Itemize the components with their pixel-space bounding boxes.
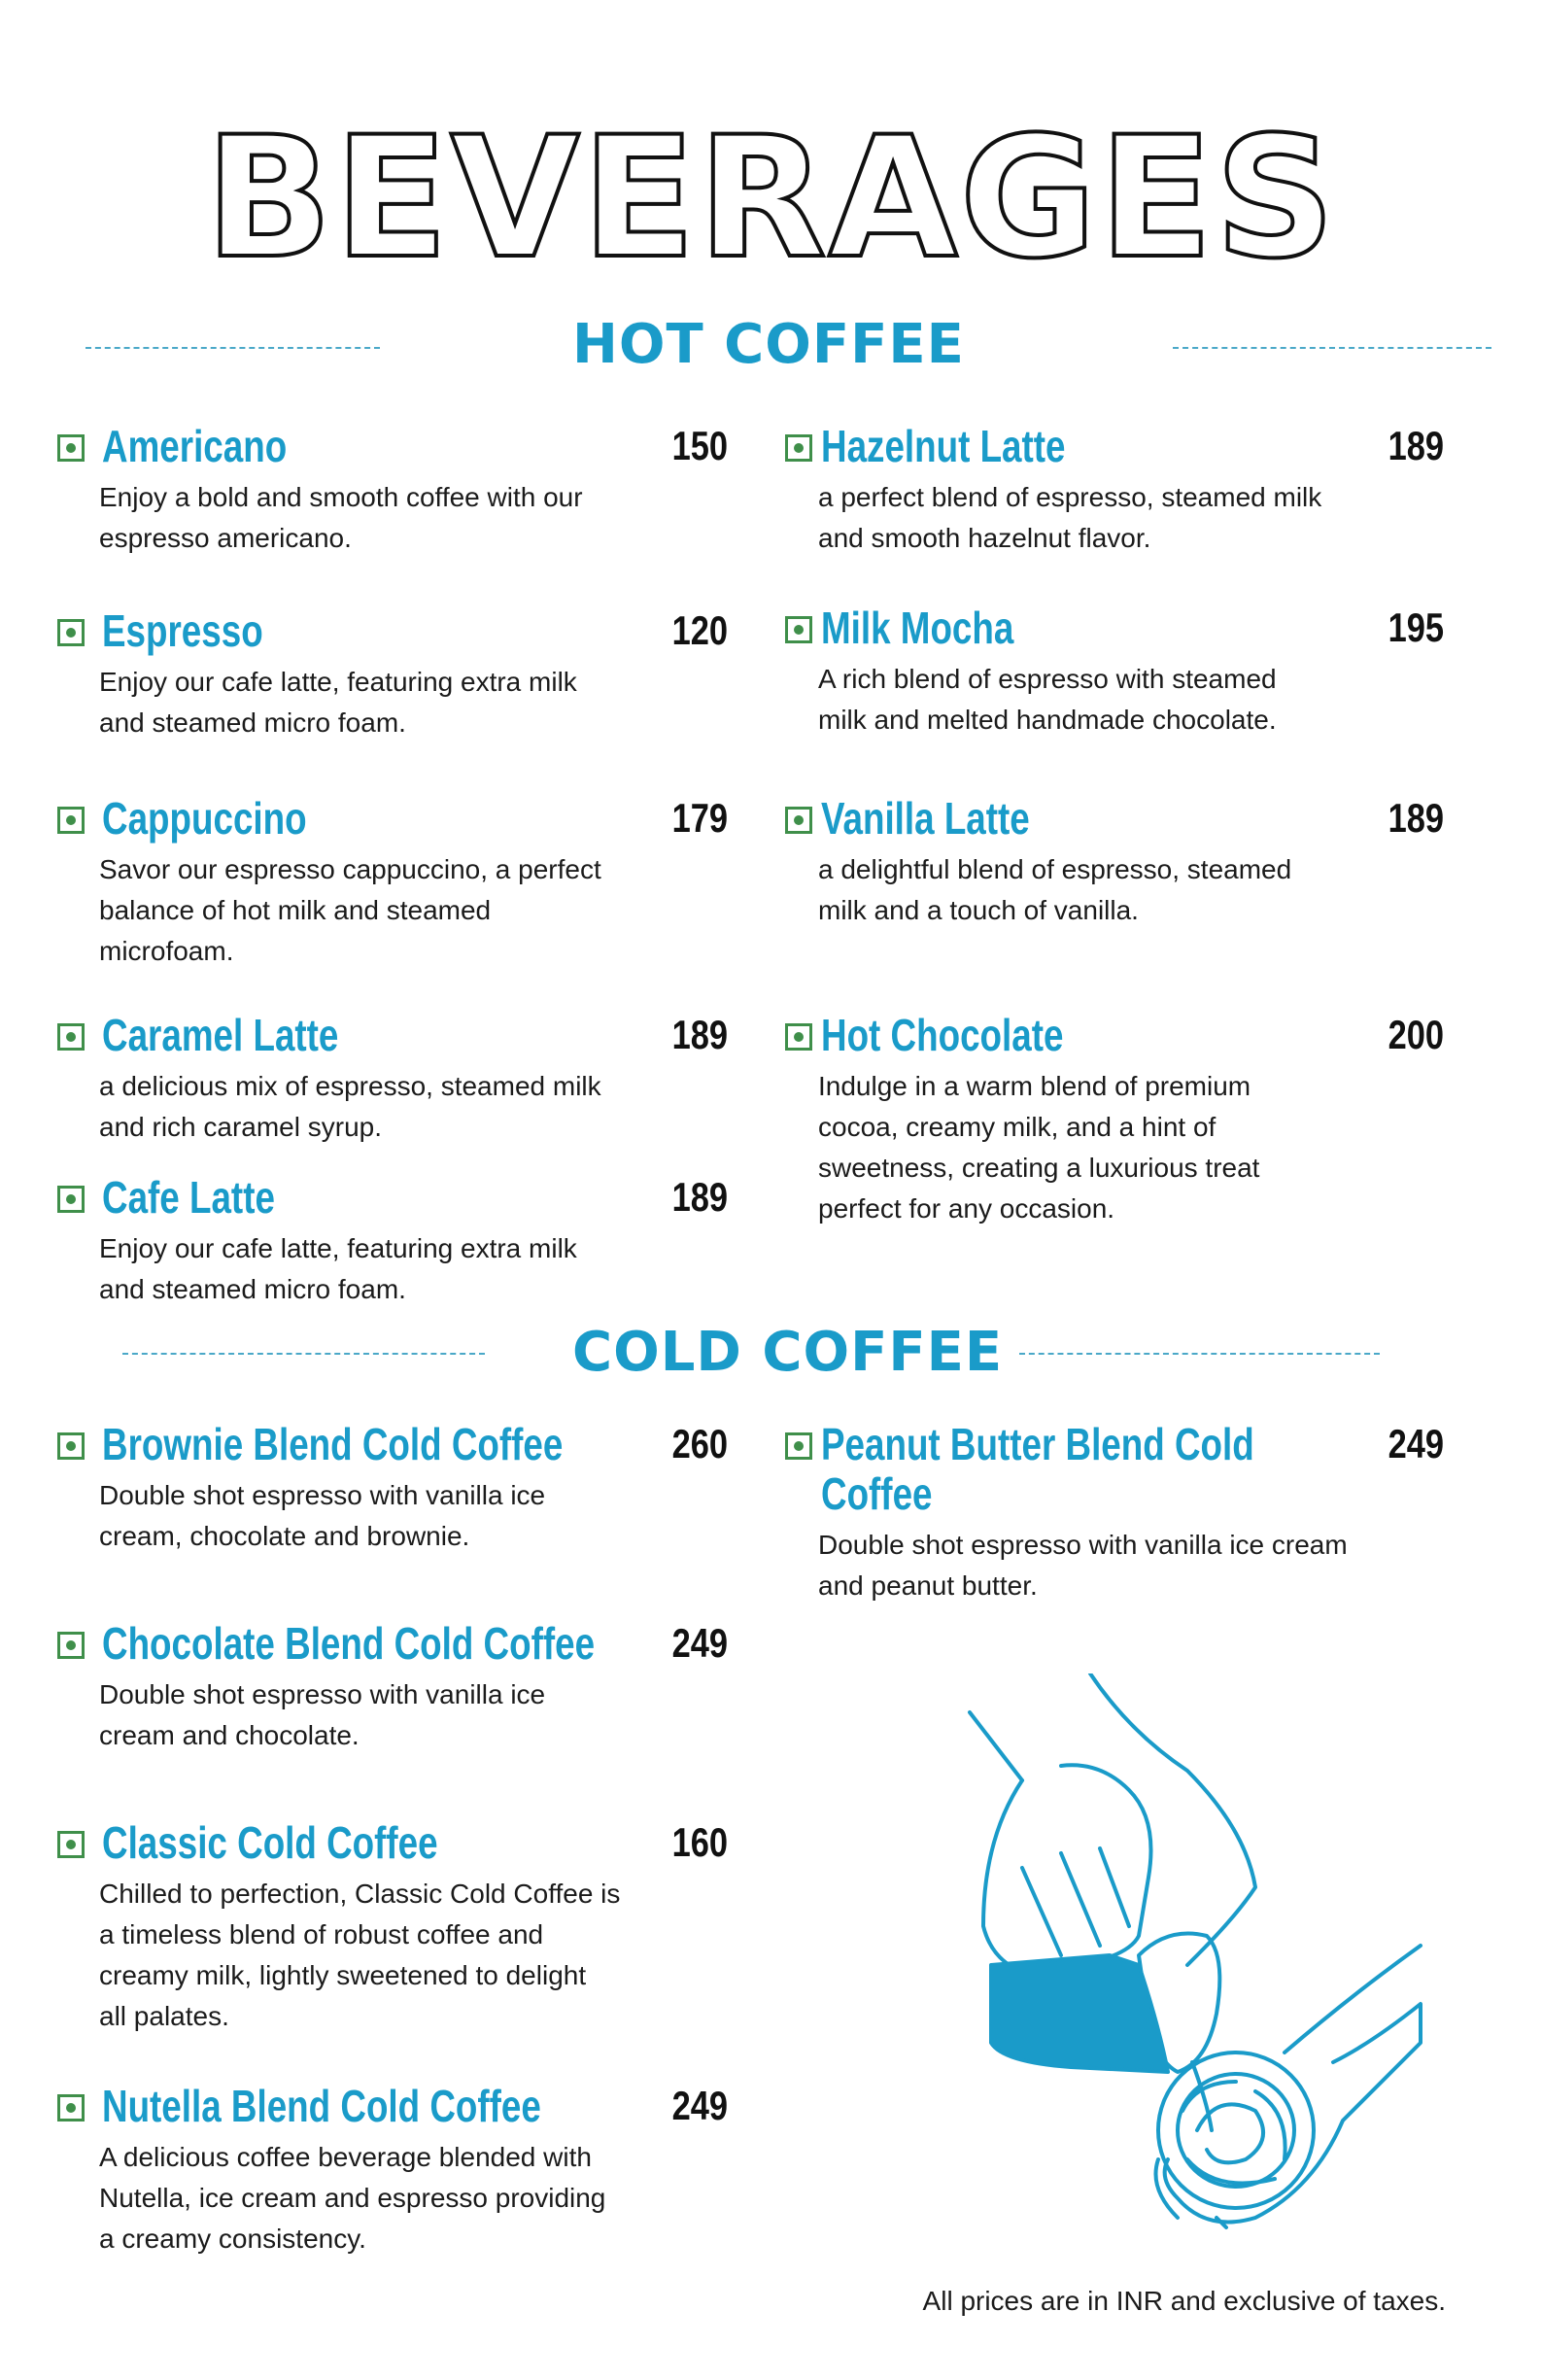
item-name: Cappuccino (102, 793, 307, 844)
item-description: and steamed micro foam. (99, 1274, 406, 1304)
item-name: Milk Mocha (821, 603, 1014, 653)
veg-indicator-icon (57, 1186, 85, 1213)
item-description: a timeless blend of robust coffee and (99, 1919, 544, 1949)
item-price: 160 (671, 1819, 728, 1865)
item-description: a creamy consistency. (99, 2224, 366, 2254)
item-description: Indulge in a warm blend of premium (818, 1071, 1251, 1101)
section-heading-hot-coffee: HOT COFFEE (572, 313, 965, 376)
item-description: and rich caramel syrup. (99, 1112, 383, 1142)
item-description: cream and chocolate. (99, 1720, 360, 1750)
item-description: perfect for any occasion. (818, 1193, 1115, 1224)
item-description: milk and melted handmade chocolate. (818, 705, 1277, 735)
veg-indicator-icon (57, 619, 85, 646)
item-description: Enjoy our cafe latte, featuring extra milk (99, 667, 577, 697)
veg-indicator-icon (57, 1632, 85, 1659)
item-description: Enjoy a bold and smooth coffee with our (99, 482, 583, 512)
item-price: 179 (671, 795, 728, 841)
item-description: and steamed micro foam. (99, 707, 406, 738)
item-price: 249 (671, 2083, 728, 2128)
veg-indicator-icon (785, 616, 812, 643)
veg-indicator-icon (785, 807, 812, 834)
item-name: Nutella Blend Cold Coffee (102, 2081, 541, 2131)
item-name: Americano (102, 421, 288, 471)
divider-left-hot (86, 347, 380, 349)
item-price: 120 (671, 607, 728, 653)
item-name: Vanilla Latte (821, 793, 1030, 844)
item-description: and smooth hazelnut flavor. (818, 523, 1151, 553)
veg-indicator-icon (57, 1831, 85, 1858)
item-name: Cafe Latte (102, 1172, 275, 1223)
item-price: 189 (1388, 423, 1444, 468)
item-description: a delicious mix of espresso, steamed milk (99, 1071, 601, 1101)
latte-art-pour-illustration (964, 1673, 1450, 2237)
item-description: Double shot espresso with vanilla ice (99, 1679, 546, 1709)
item-description: A delicious coffee beverage blended with (99, 2142, 592, 2172)
divider-right-cold (1019, 1353, 1380, 1355)
item-description: and peanut butter. (818, 1570, 1038, 1601)
item-description: balance of hot milk and steamed (99, 895, 492, 925)
item-price: 150 (671, 423, 728, 468)
section-heading-cold-coffee: COLD COFFEE (572, 1321, 1004, 1384)
veg-indicator-icon (785, 1023, 812, 1051)
item-name: Espresso (102, 605, 263, 656)
veg-indicator-icon (785, 434, 812, 462)
item-description: cream, chocolate and brownie. (99, 1521, 470, 1551)
item-description: a perfect blend of espresso, steamed milk (818, 482, 1322, 512)
item-description: Nutella, ice cream and espresso providing (99, 2183, 606, 2213)
item-description: a delightful blend of espresso, steamed (818, 854, 1292, 884)
price-disclaimer: All prices are in INR and exclusive of taxes. (922, 2286, 1446, 2316)
item-name: Coffee (821, 1468, 933, 1519)
item-price: 249 (1388, 1421, 1444, 1466)
item-name: Hot Chocolate (821, 1010, 1064, 1060)
item-description: Double shot espresso with vanilla ice (99, 1480, 546, 1510)
item-name: Hazelnut Latte (821, 421, 1066, 471)
item-price: 189 (671, 1012, 728, 1057)
item-description: espresso americano. (99, 523, 352, 553)
item-description: creamy milk, lightly sweetened to delight (99, 1960, 587, 1990)
veg-indicator-icon (57, 807, 85, 834)
item-description: milk and a touch of vanilla. (818, 895, 1139, 925)
item-name: Caramel Latte (102, 1010, 339, 1060)
veg-indicator-icon (785, 1432, 812, 1460)
veg-indicator-icon (57, 1432, 85, 1460)
item-price: 189 (671, 1174, 728, 1220)
divider-left-cold (122, 1353, 485, 1355)
item-description: Savor our espresso cappuccino, a perfect (99, 854, 601, 884)
item-price: 260 (671, 1421, 728, 1466)
item-name: Chocolate Blend Cold Coffee (102, 1618, 596, 1669)
item-description: sweetness, creating a luxurious treat (818, 1153, 1260, 1183)
item-name: Classic Cold Coffee (102, 1817, 438, 1868)
veg-indicator-icon (57, 2094, 85, 2121)
item-name: Brownie Blend Cold Coffee (102, 1419, 564, 1469)
item-price: 249 (671, 1620, 728, 1666)
item-description: Double shot espresso with vanilla ice cream (818, 1530, 1348, 1560)
item-name: Peanut Butter Blend Cold (821, 1419, 1254, 1469)
item-price: 189 (1388, 795, 1444, 841)
item-description: all palates. (99, 2001, 229, 2031)
item-price: 195 (1388, 604, 1444, 650)
item-description: A rich blend of espresso with steamed (818, 664, 1277, 694)
item-description: cocoa, creamy milk, and a hint of (818, 1112, 1216, 1142)
item-description: microfoam. (99, 936, 234, 966)
page-title: BEVERAGES (204, 100, 1338, 295)
item-description: Chilled to perfection, Classic Cold Coffee is (99, 1879, 621, 1909)
item-description: Enjoy our cafe latte, featuring extra milk (99, 1233, 577, 1263)
divider-right-hot (1173, 347, 1491, 349)
item-price: 200 (1388, 1012, 1444, 1057)
veg-indicator-icon (57, 1023, 85, 1051)
veg-indicator-icon (57, 434, 85, 462)
